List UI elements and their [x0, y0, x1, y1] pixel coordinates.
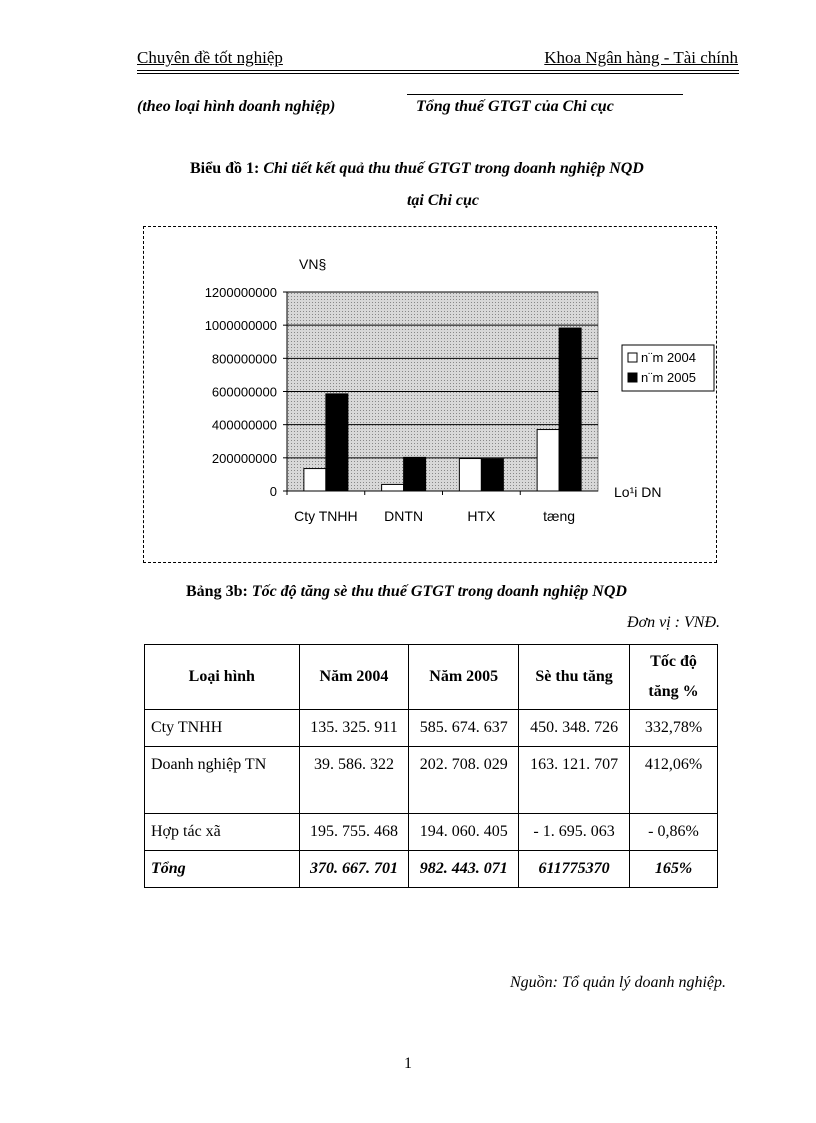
chart-frame: [143, 226, 717, 563]
table-cell: 982. 443. 071: [409, 851, 519, 888]
bar-series-1: [459, 459, 481, 491]
top-label-right: Tổng thuế GTGT của Chi cục: [416, 98, 614, 115]
top-rule: [407, 94, 683, 95]
y-tick-label: 0: [269, 484, 277, 499]
bar-series-1: [304, 469, 326, 491]
bar-series-2: [404, 457, 426, 491]
bar-series-2: [326, 394, 348, 491]
y-tick-label: 200000000: [211, 450, 277, 466]
top-label-left: (theo loại hình doanh nghiệp): [137, 98, 336, 115]
table-cell: Hợp tác xã: [145, 814, 300, 851]
unit-label: Đơn vị : VNĐ.: [627, 614, 720, 631]
table-cell: 163. 121. 707: [519, 747, 630, 814]
page-number: 1: [404, 1055, 412, 1072]
y-tick-label: 1000000000: [204, 318, 277, 334]
table-cell: 370. 667. 701: [299, 851, 409, 888]
figure-caption-line2-wrap: [0, 192, 816, 210]
header-rule-2: [137, 73, 739, 74]
table-total-row: [145, 851, 718, 888]
figure-caption-line1: Chi tiết kết quả thu thuế GTGT trong doanh nghiệp NQD: [263, 160, 644, 177]
legend-swatch: [628, 353, 637, 362]
table-cell: Doanh nghiệp TN: [145, 747, 300, 814]
table-cell: - 0,86%: [630, 814, 718, 851]
figure-caption-prefix: Biểu đồ 1:: [190, 160, 260, 177]
table-cell: 332,78%: [630, 710, 718, 747]
table-cell: - 1. 695. 063: [519, 814, 630, 851]
source-note: Nguồn: Tổ quản lý doanh nghiệp.: [510, 974, 726, 991]
table-caption-text: Tốc độ tăng sè thu thuế GTGT trong doanh nghiệp NQD: [251, 583, 627, 600]
header-rule: [137, 70, 739, 71]
table-cell: 135. 325. 911: [299, 710, 409, 747]
y-tick-label: 1200000000: [204, 285, 277, 300]
table-cell: 202. 708. 029: [409, 747, 519, 814]
table-header-row: [145, 645, 718, 710]
bar-chart: [144, 227, 716, 562]
header-cell: Sè thu tăng: [519, 645, 630, 710]
bar-series-1: [537, 430, 559, 491]
table-cell: 412,06%: [630, 747, 718, 814]
x-axis-label: Lo¹i DN: [614, 484, 662, 500]
y-axis-label: VN§: [299, 256, 327, 272]
table-caption: [186, 583, 627, 601]
header-left: Chuyên đề tốt nghiệp: [137, 48, 283, 67]
table-cell: 39. 586. 322: [299, 747, 409, 814]
table-cell: 165%: [630, 851, 718, 888]
figure-caption-line2: tại Chi cục: [406, 192, 479, 209]
y-tick-label: 800000000: [211, 351, 277, 367]
x-tick-label: DNTN: [384, 508, 424, 524]
bar-series-1: [382, 484, 404, 491]
table-cell: 194. 060. 405: [409, 814, 519, 851]
data-table: [144, 644, 718, 888]
x-tick-label: HTX: [467, 508, 496, 524]
table-cell: Cty TNHH: [145, 710, 300, 747]
x-tick-label: tæng: [543, 508, 576, 524]
header-cell: Loại hình: [145, 645, 300, 710]
y-tick-label: 600000000: [211, 384, 277, 400]
y-tick-label: 400000000: [211, 417, 277, 433]
bar-series-2: [559, 328, 581, 491]
table-cell: 585. 674. 637: [409, 710, 519, 747]
table-caption-prefix: Bảng 3b:: [186, 583, 248, 600]
table-row: [145, 814, 718, 851]
table-cell: 450. 348. 726: [519, 710, 630, 747]
header-cell: Tốc độ tăng %: [630, 645, 718, 710]
header-cell: Năm 2005: [409, 645, 519, 710]
legend: [622, 345, 714, 391]
table-cell: 611775370: [519, 851, 630, 888]
x-tick-label: Cty TNHH: [294, 508, 358, 524]
legend-swatch: [628, 373, 637, 382]
table-row: [145, 747, 718, 814]
table-cell: Tổng: [145, 851, 300, 888]
header-right: Khoa Ngân hàng - Tài chính: [544, 48, 738, 67]
legend-label: n¨m 2004: [641, 350, 696, 365]
table-cell: 195. 755. 468: [299, 814, 409, 851]
table-row: [145, 710, 718, 747]
figure-caption: [190, 160, 644, 178]
legend-label: n¨m 2005: [641, 370, 696, 385]
bar-series-2: [481, 459, 503, 491]
header-cell: Năm 2004: [299, 645, 409, 710]
